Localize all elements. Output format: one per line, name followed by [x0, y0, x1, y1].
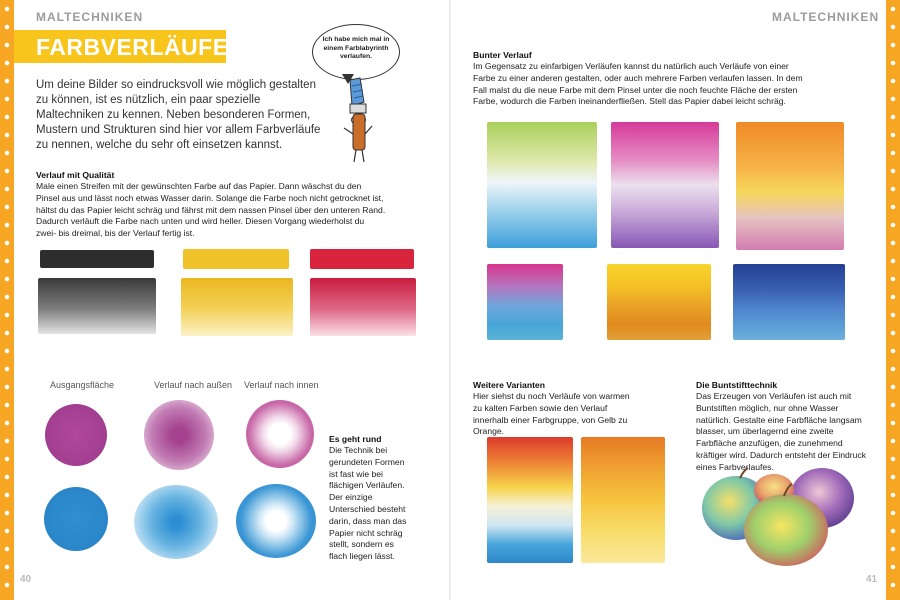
- left-page-number: 40: [20, 574, 32, 585]
- colored-pencil-apples-illustration: [700, 460, 870, 570]
- brush-mascot-illustration: [336, 76, 378, 166]
- caption-verlauf-nach-aussen: Verlauf nach außen: [154, 380, 233, 390]
- pink-purple-gradient-swatch: [611, 122, 719, 248]
- section-text-weitere-varianten: Hier siehst du noch Verläufe von warmen zu kalten Farben sowie den Verlauf innerhalb einer Farbgruppe, von Gelb zu Orange.: [473, 391, 630, 437]
- section-heading-bunter-verlauf: Bunter Verlauf: [473, 50, 532, 60]
- section-text-bunter-verlauf: Im Gegensatz zu einfarbigen Verläufen kannst du natürlich auch Verläufe von einer Farbe zu einer anderen gestalten, oder auch mehrere Farben verlaufen lassen. In dem Fall malst du die neue Farbe mit dem Pinsel unter die noch feuchte Fläche der ersten Farbe, wodurch die Farben ineinanderfließen. Stell das Papier dabei leicht schräg.: [473, 61, 803, 107]
- left-page-edge-stripe: [0, 0, 14, 600]
- dark-blue-gradient-swatch: [733, 264, 845, 340]
- red-gradient-swatch: [310, 278, 416, 336]
- yellow-base-stripe: [183, 249, 289, 269]
- yellow-orange-gradient-swatch: [607, 264, 711, 340]
- magenta-solid-circle: [45, 404, 107, 466]
- magenta-inward-circle: [246, 400, 314, 468]
- speech-bubble-text: Ich habe mich mal in einem Farblabyrinth verlaufen.: [322, 36, 390, 60]
- section-text-buntstifttechnik: Das Erzeugen von Verläufen ist auch mit Buntstiften möglich, nur ohne Wasser natürlich. Gestalte eine Farbfläche langsam blasser, um überlagernd eine zweite Farbfläche anzufügen, die zunehmend kräftiger wird. Dadurch entsteht der Eindruck eines Farbverlaufes.: [696, 391, 867, 472]
- page-title-bar: [14, 30, 229, 63]
- orange-pink-gradient-swatch: [736, 122, 844, 250]
- green-blue-gradient-swatch: [487, 122, 597, 248]
- right-page-edge-stripe: [886, 0, 900, 600]
- warm-cold-gradient-swatch: [487, 437, 573, 563]
- book-spine: [449, 0, 451, 600]
- red-base-stripe: [310, 249, 414, 269]
- section-text-es-geht-rund: Die Technik bei gerundeten Formen ist fast wie bei flächigen Verläufen. Der einzige Unterschied besteht darin, dass man das Papier nicht schräg stellt, sondern es flach liegen lässt.: [329, 445, 407, 562]
- section-text-verlauf-mit-qualitaet: Male einen Streifen mit der gewünschten Farbe auf das Papier. Dann wäschst du den Pinsel aus und lässt noch etwas Wasser darin. Solange die Farbe noch nicht getrocknet ist, hältst du das Papier leicht schräg und fährst mit dem nassen Pinsel über den unteren Rand. Dadurch verläuft die Farbe nach unten und wird heller. Diesen Vorgang wiederholst du zwei- bis dreimal, bis der Verlauf fertig ist.: [36, 181, 386, 239]
- section-heading-verlauf-mit-qualitaet: Verlauf mit Qualität: [36, 170, 115, 180]
- right-page-number: 41: [866, 574, 878, 585]
- yellow-orange-tall-swatch: [581, 437, 665, 563]
- pink-blue-gradient-swatch: [487, 264, 563, 340]
- page-title: FARBVERLÄUFE: [36, 34, 229, 60]
- caption-verlauf-nach-innen: Verlauf nach innen: [244, 380, 319, 390]
- black-gradient-swatch: [38, 278, 156, 334]
- blue-inward-circle: [236, 484, 316, 558]
- black-base-stripe: [40, 250, 154, 268]
- right-running-head: MALTECHNIKEN: [772, 10, 880, 24]
- section-heading-buntstifttechnik: Die Buntstifttechnik: [696, 380, 778, 390]
- blue-outward-circle: [134, 485, 218, 559]
- blue-solid-circle: [44, 487, 108, 551]
- left-running-head: MALTECHNIKEN: [36, 10, 144, 24]
- intro-paragraph: Um deine Bilder so eindrucksvoll wie möglich gestalten zu können, ist es nützlich, ein paar spezielle Maltechniken zu kennen. Neben besonderen Formen, Mustern und Strukturen sind hier vor allem Farbverläufe zu nennen, welche du sehr oft einsetzen kannst.: [36, 79, 321, 151]
- section-heading-weitere-varianten: Weitere Varianten: [473, 380, 545, 390]
- magenta-outward-circle: [144, 400, 214, 470]
- yellow-gradient-swatch: [181, 278, 293, 336]
- caption-ausgangsflaeche: Ausgangsfläche: [50, 380, 115, 390]
- section-heading-es-geht-rund: Es geht rund: [329, 434, 382, 444]
